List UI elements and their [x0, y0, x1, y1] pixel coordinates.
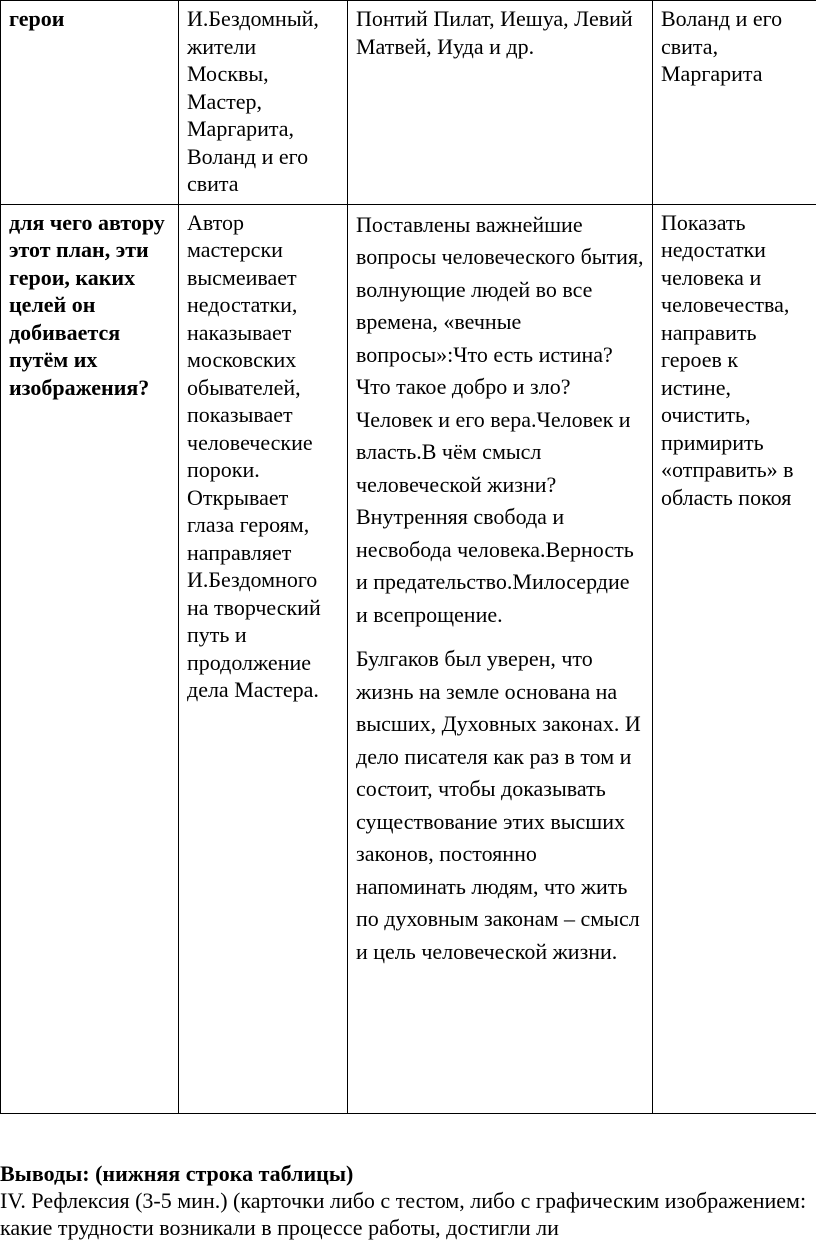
- row-header-goals: для чего автору этот план, эти герои, каких целей он добивается путём их изображения?: [1, 204, 179, 1113]
- reflection-paragraph: IV. Рефлексия (3-5 мин.) (карточки либо с тестом, либо с графическим изображением: какие трудности возникали в процессе работы, достигли ли: [0, 1188, 807, 1240]
- table-cell: [348, 204, 653, 1113]
- footer-text: [0, 1160, 816, 1241]
- paragraph-bulgakov: Булгаков был уверен, что жизнь на земле основана на высших, Духовных законах. И дело писателя как раз в том и состоит, чтобы доказывать существование этих высших законов, постоянно напоминать людям, что жить по духовным законам – смысл и цель человеческой жизни.: [356, 646, 641, 964]
- table-cell: Воланд и его свита, Маргарита: [653, 1, 816, 205]
- table-cell: Автор мастерски высмеивает недостатки, наказывает московских обывателей, показывает человеческие пороки. Открывает глаза героям, направляет И.Бездомного на творческий путь и продолжение дела Мастера.: [179, 204, 348, 1113]
- paragraph-eternal-questions: Поставлены важнейшие вопросы человеческого бытия, волнующие людей во все времена, «вечные вопросы»:Что есть истина?Что такое добро и зло?Человек и его вера.Человек и власть.В чём смысл человеческой жизни?Внутренняя свобода и несвобода человека.Верность и предательство.Милосердие и всепрощение.: [356, 211, 644, 627]
- table-row: [1, 204, 816, 1113]
- table-cell: Показать недостатки человека и человечества, направить героев к истине, очистить, примирить «отправить» в область покоя: [653, 204, 816, 1113]
- row-header-heroes: герои: [1, 1, 179, 205]
- table-cell: Понтий Пилат, Иешуа, Левий Матвей, Иуда и др.: [348, 1, 653, 205]
- conclusions-heading: Выводы: (нижняя строка таблицы): [0, 1161, 354, 1186]
- table-row: [1, 1, 816, 205]
- table-cell: И.Бездомный, жители Москвы, Мастер, Маргарита, Воланд и его свита: [179, 1, 348, 205]
